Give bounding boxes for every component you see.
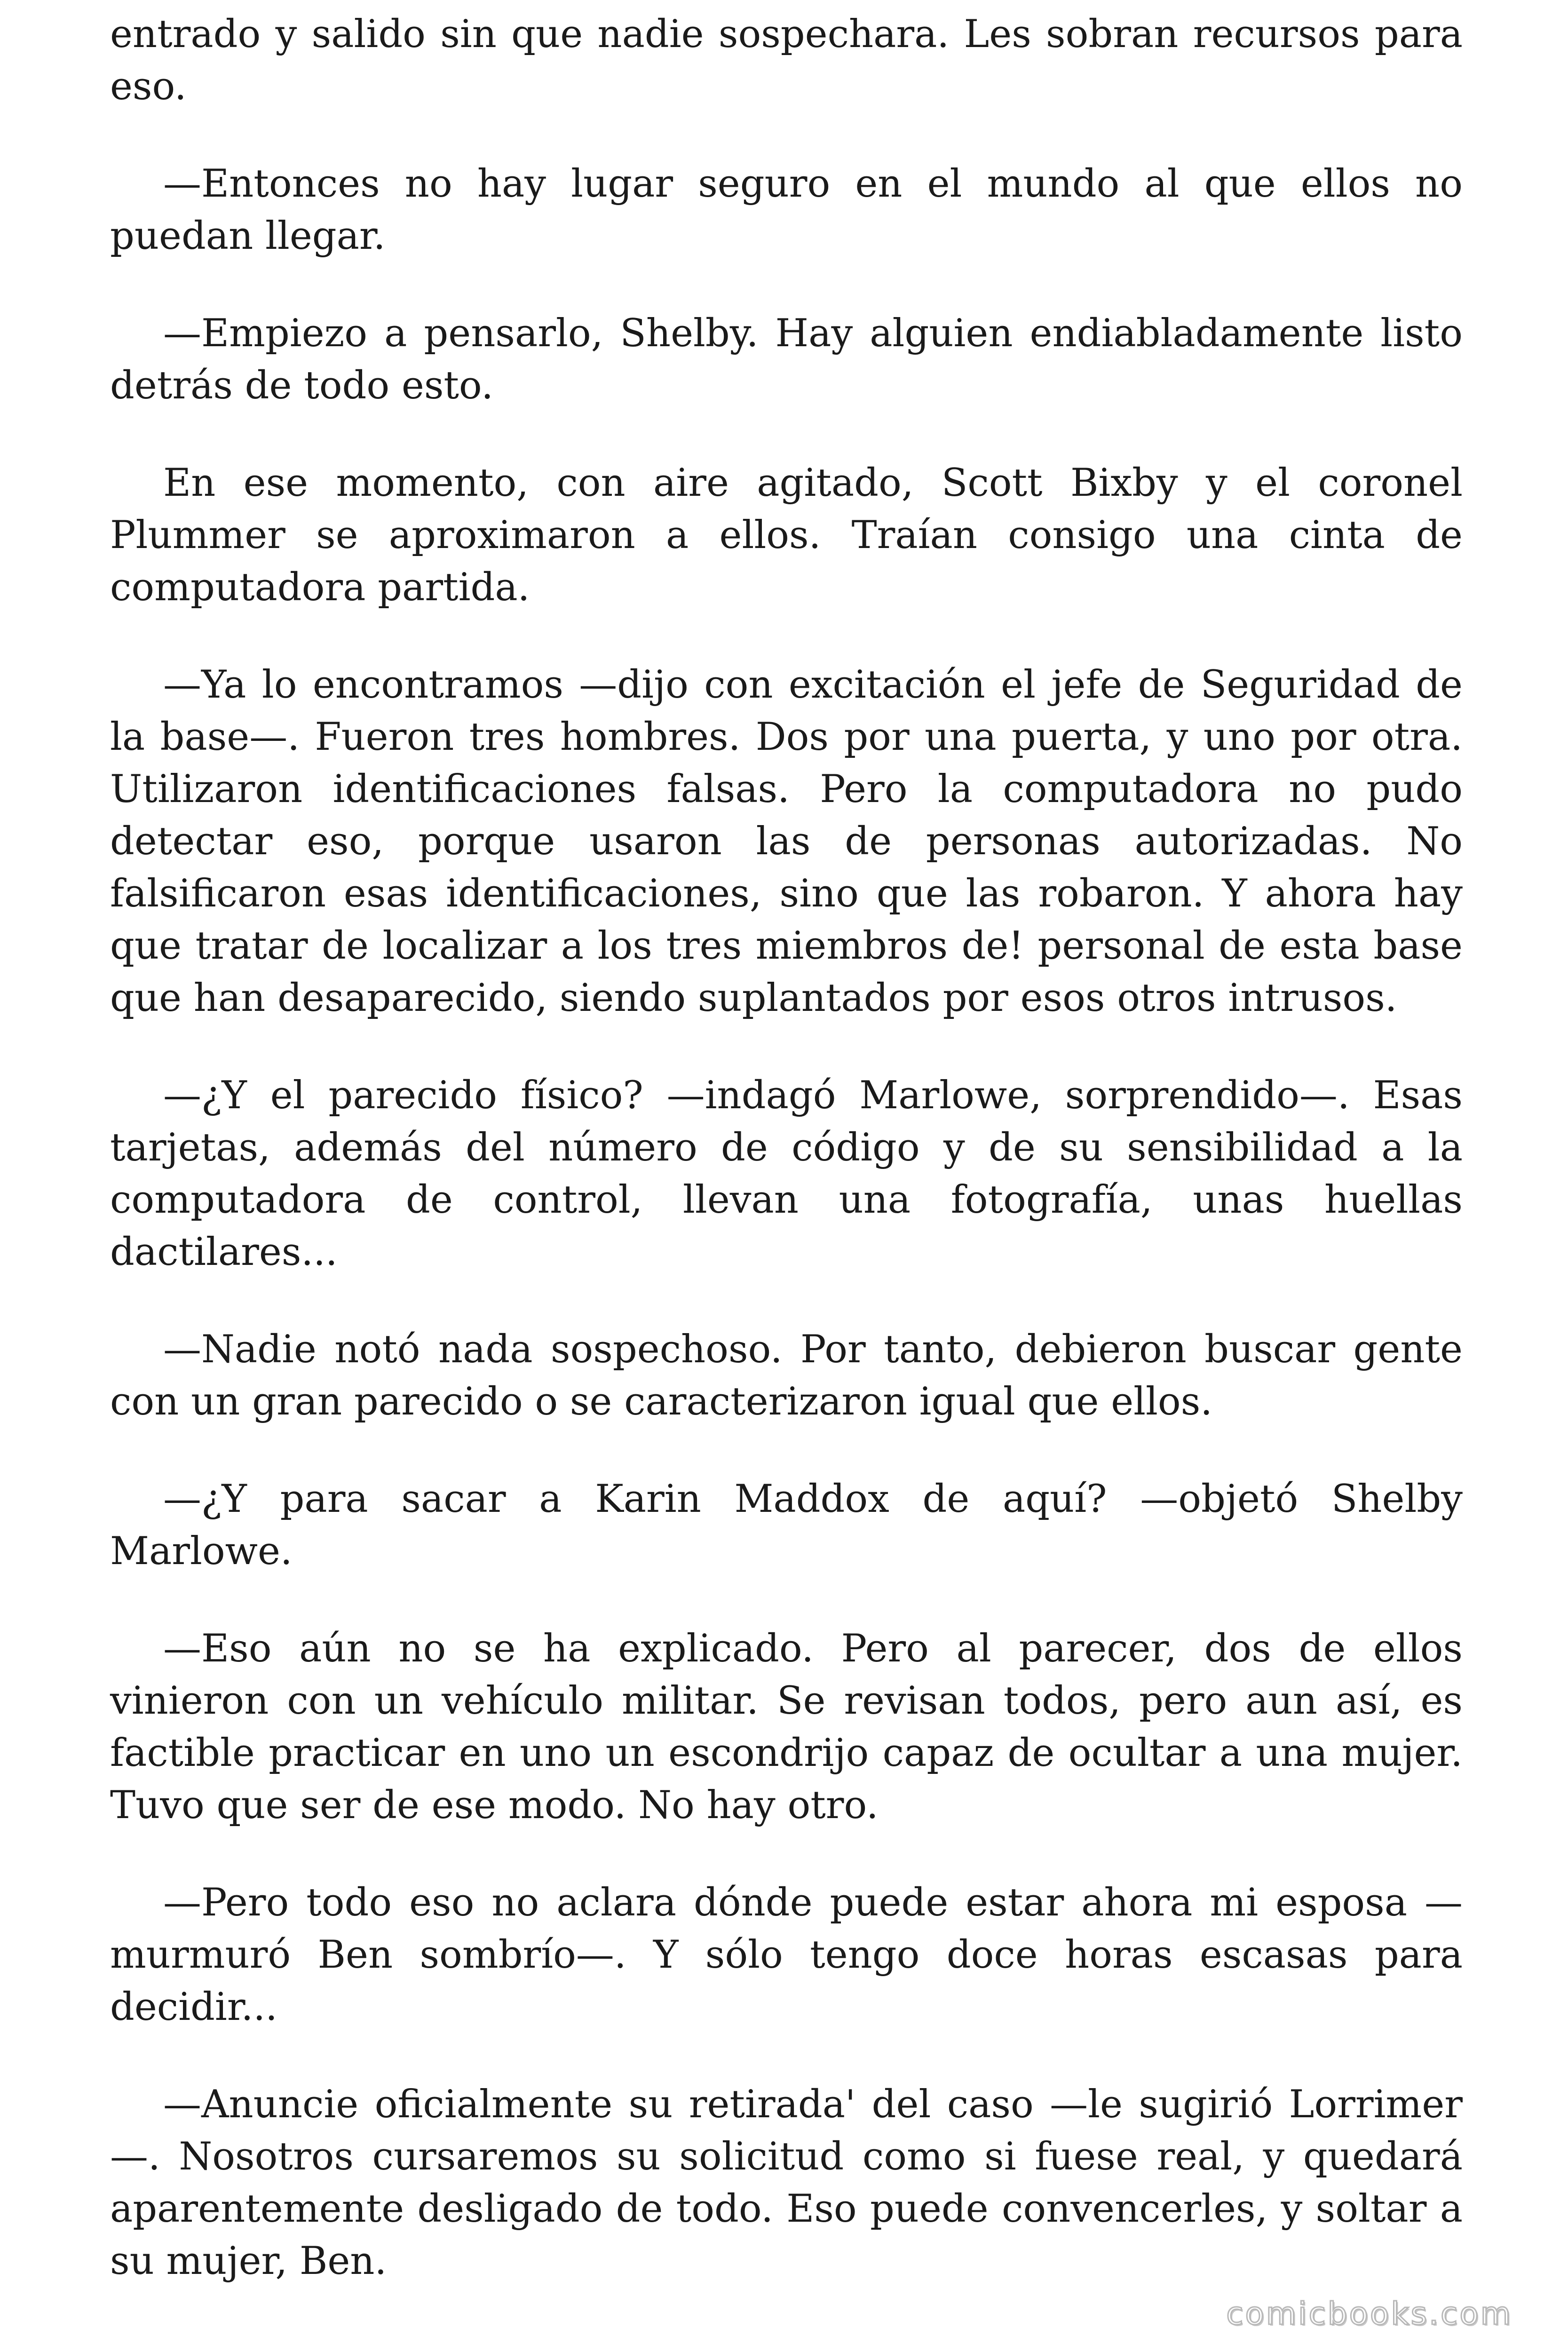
body-text [110, 8, 1463, 2333]
paragraph-4: En ese momento, con aire agitado, Scott Bixby y el coronel Plummer se aproximaron a ellos. Traían consigo una cinta de computadora partida. [110, 461, 1463, 610]
paragraph-2: —Entonces no hay lugar seguro en el mundo al que ellos no puedan llegar. [110, 162, 1463, 258]
paragraph-7: —Nadie notó nada sospechoso. Por tanto, debieron buscar gente con un gran parecido o se caracterizaron igual que ellos. [110, 1327, 1463, 1424]
paragraph-11: —Anuncie oficialmente su retirada' del caso —le sugirió Lorrimer —. Nosotros cursaremos su solicitud como si fuese real, y quedará aparentemente desligado de todo. Eso puede convencerles, y soltar a su mujer, Ben. [110, 2082, 1463, 2283]
paragraph-6: —¿Y el parecido físico? —indagó Marlowe, sorprendido—. Esas tarjetas, además del número de código y de su sensibilidad a la computadora de control, llevan una fotografía, unas huellas dactilares... [110, 1073, 1463, 1274]
paragraph-10: —Pero todo eso no aclara dónde puede estar ahora mi esposa —murmuró Ben sombrío—. Y sólo tengo doce horas escasas para decidir... [110, 1881, 1463, 2029]
paragraph-8: —¿Y para sacar a Karin Maddox de aquí? —objetó Shelby Marlowe. [110, 1477, 1463, 1573]
paragraph-9: —Eso aún no se ha explicado. Pero al parecer, dos de ellos vinieron con un vehículo militar. Se revisan todos, pero aun así, es factible practicar en uno un escondrijo capaz de ocultar a una mujer. Tuvo que ser de ese modo. No hay otro. [110, 1627, 1463, 1828]
paragraph-1: entrado y salido sin que nadie sospechara. Les sobran recursos para eso. [110, 12, 1463, 109]
watermark-text: comicbooks.com [1226, 2296, 1513, 2332]
paragraph-3: —Empiezo a pensarlo, Shelby. Hay alguien endiabladamente listo detrás de todo esto. [110, 311, 1463, 408]
paragraph-5: —Ya lo encontramos —dijo con excitación el jefe de Seguridad de la base—. Fueron tres hombres. Dos por una puerta, y uno por otra. Utilizaron identificaciones falsas. Pero la computadora no pudo detectar eso, porque usaron las de personas autorizadas. No falsificaron esas identificaciones, sino que las robaron. Y ahora hay que tratar de localizar a los tres miembros de! personal de esta base que han desaparecido, siendo suplantados por esos otros intrusos. [110, 663, 1463, 1020]
